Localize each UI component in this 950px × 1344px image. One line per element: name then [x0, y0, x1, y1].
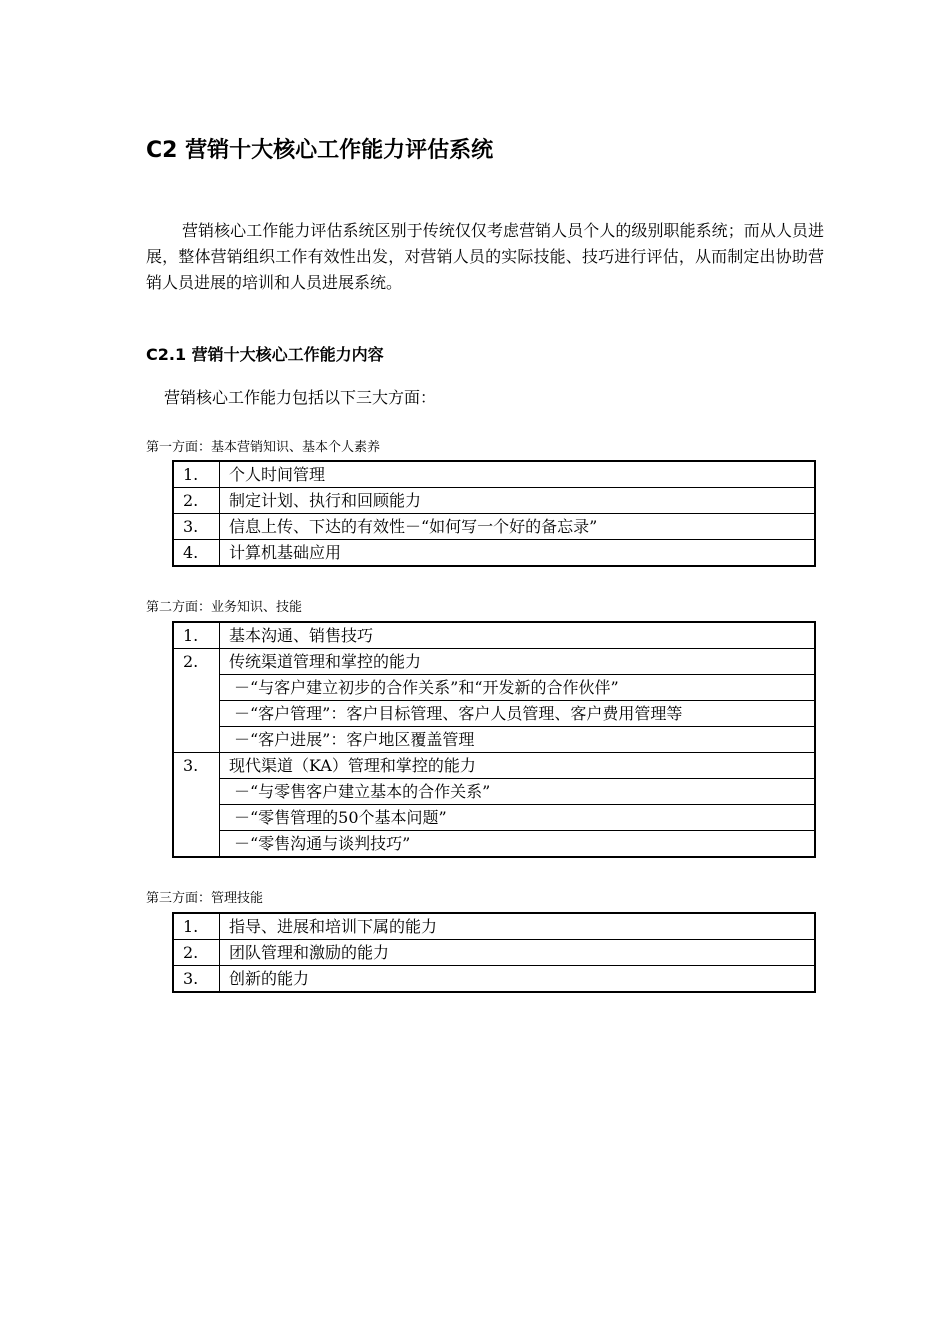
row-number: 3. [173, 514, 220, 540]
row-text: 指导、进展和培训下属的能力 [220, 913, 816, 940]
row-subitem: －“与零售客户建立基本的合作关系” [220, 779, 816, 805]
row-number: 2. [173, 488, 220, 514]
row-text: 计算机基础应用 [220, 540, 816, 567]
table-row [173, 488, 815, 514]
table-row [173, 727, 815, 753]
table-row [173, 966, 815, 993]
page-title: C2 营销十大核心工作能力评估系统 [146, 138, 494, 163]
row-number: 2. [173, 940, 220, 966]
row-text: 创新的能力 [220, 966, 816, 993]
table-row [173, 649, 815, 675]
row-text: 基本沟通、销售技巧 [220, 622, 816, 649]
lead-paragraph: 营销核心工作能力包括以下三大方面： [164, 388, 437, 407]
table-row [173, 913, 815, 940]
table-row [173, 701, 815, 727]
section-2-label: 第二方面：业务知识、技能 [146, 600, 303, 615]
section-2-table [172, 621, 816, 858]
section-3-label: 第三方面：管理技能 [146, 891, 264, 906]
row-subitem: －“客户进展”：客户地区覆盖管理 [220, 727, 816, 753]
table-row [173, 675, 815, 701]
table-row [173, 514, 815, 540]
row-number: 3. [173, 753, 220, 858]
row-text: 信息上传、下达的有效性－“如何写一个好的备忘录” [220, 514, 816, 540]
row-text: 现代渠道（KA）管理和掌控的能力 [220, 753, 816, 779]
table-row [173, 831, 815, 858]
section-1-label: 第一方面：基本营销知识、基本个人素养 [146, 440, 381, 455]
row-text: 个人时间管理 [220, 461, 816, 488]
row-number: 4. [173, 540, 220, 567]
row-text: 团队管理和激励的能力 [220, 940, 816, 966]
section-heading: C2.1 营销十大核心工作能力内容 [146, 345, 384, 364]
row-number: 3. [173, 966, 220, 993]
row-subitem: －“与客户建立初步的合作关系”和“开发新的合作伙伴” [220, 675, 816, 701]
row-subitem: －“零售管理的50个基本问题” [220, 805, 816, 831]
row-text: 传统渠道管理和掌控的能力 [220, 649, 816, 675]
section-3-table [172, 912, 816, 993]
row-subitem: －“客户管理”：客户目标管理、客户人员管理、客户费用管理等 [220, 701, 816, 727]
table-row [173, 622, 815, 649]
table-row [173, 461, 815, 488]
row-subitem: －“零售沟通与谈判技巧” [220, 831, 816, 858]
intro-paragraph: 营销核心工作能力评估系统区别于传统仅仅考虑营销人员个人的级别职能系统；而从人员进展，整体营销组织工作有效性出发，对营销人员的实际技能、技巧进行评估，从而制定出协助营销人员进展的培训和人员进展系统。 [146, 221, 824, 292]
row-number: 1. [173, 461, 220, 488]
table-row [173, 805, 815, 831]
row-number: 1. [173, 622, 220, 649]
table-row [173, 753, 815, 779]
section-1-table [172, 460, 816, 567]
table-row [173, 540, 815, 567]
row-number: 1. [173, 913, 220, 940]
table-row [173, 779, 815, 805]
row-number: 2. [173, 649, 220, 753]
table-row [173, 940, 815, 966]
row-text: 制定计划、执行和回顾能力 [220, 488, 816, 514]
